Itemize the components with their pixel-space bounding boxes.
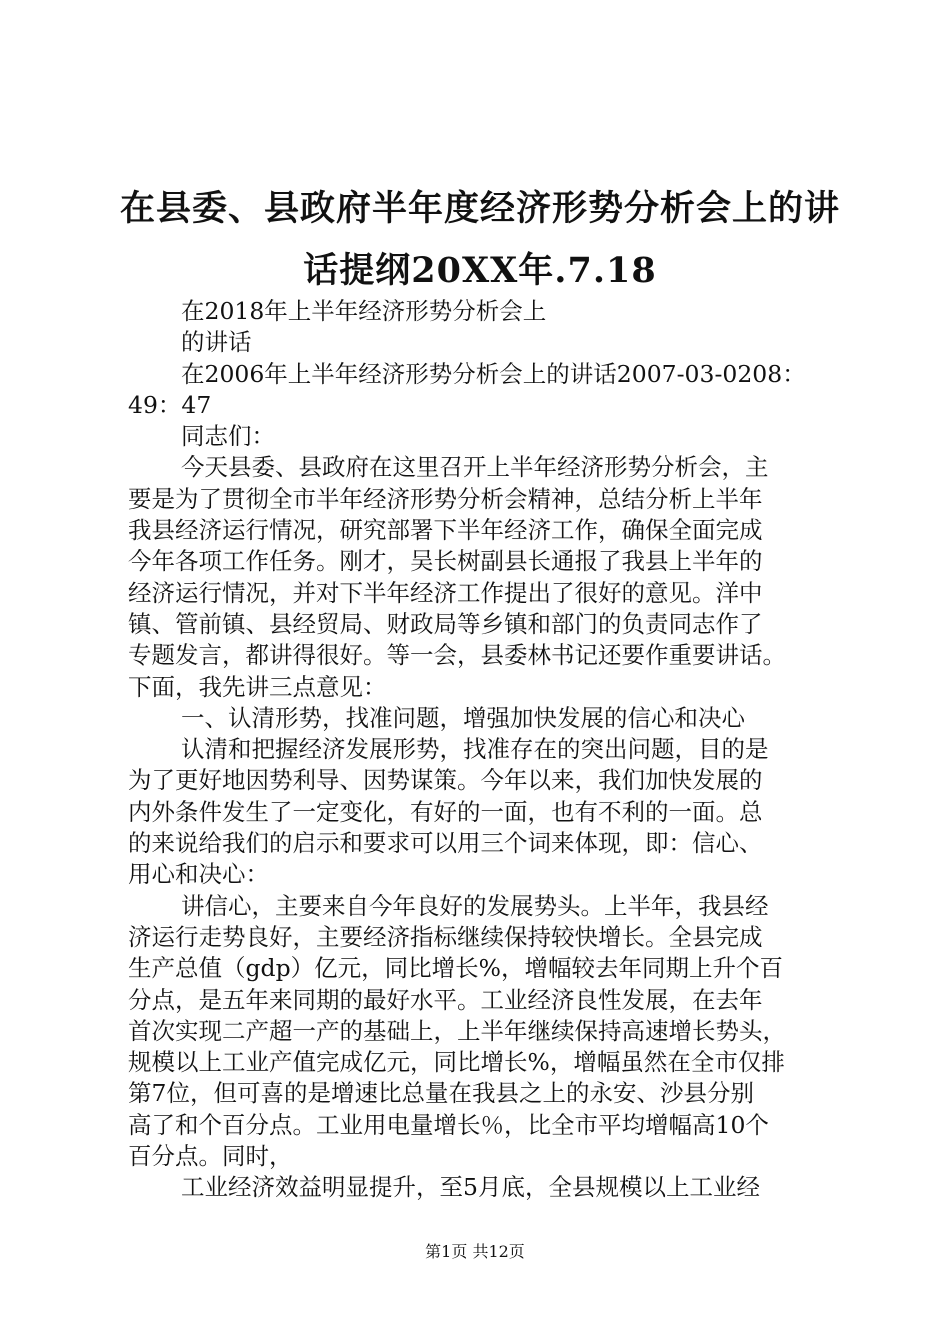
body-line: 我县经济运行情况，研究部署下半年经济工作，确保全面完成 bbox=[128, 516, 763, 545]
body-line: 高了和个百分点。工业用电量增长％，比全市平均增幅高10个 bbox=[128, 1110, 769, 1139]
title-line-2: 话提纲20XX年.7.18 bbox=[303, 250, 657, 291]
body-line: 专题发言，都讲得很好。等一会，县委林书记还要作重要讲话。 bbox=[128, 641, 786, 670]
body-line: 今年各项工作任务。刚才，吴长树副县长通报了我县上半年的 bbox=[128, 547, 763, 576]
document-body bbox=[128, 296, 840, 1204]
body-line: 的讲话 bbox=[181, 328, 252, 357]
body-line: 规模以上工业产值完成亿元，同比增长%，增幅虽然在全市仅排 bbox=[128, 1048, 785, 1077]
body-line: 下面，我先讲三点意见： bbox=[128, 672, 387, 701]
body-line: 第7位，但可喜的是增速比总量在我县之上的永安、沙县分别 bbox=[128, 1079, 754, 1108]
body-line: 49：47 bbox=[128, 390, 212, 419]
body-line: 为了更好地因势利导、因势谋策。今年以来，我们加快发展的 bbox=[128, 766, 763, 795]
body-line: 工业经济效益明显提升，至5月底，全县规模以上工业经 bbox=[181, 1173, 760, 1202]
body-line: 讲信心，主要来自今年良好的发展势头。上半年，我县经 bbox=[181, 891, 769, 920]
body-line: 今天县委、县政府在这里召开上半年经济形势分析会，主 bbox=[181, 453, 769, 482]
body-line: 用心和决心： bbox=[128, 860, 269, 889]
body-line: 认清和把握经济发展形势，找准存在的突出问题，目的是 bbox=[181, 735, 769, 764]
body-line: 镇、管前镇、县经贸局、财政局等乡镇和部门的负责同志作了 bbox=[128, 609, 763, 638]
body-line: 经济运行情况，并对下半年经济工作提出了很好的意见。洋中 bbox=[128, 578, 763, 607]
document-title bbox=[110, 178, 850, 302]
body-line: 生产总值（gdp）亿元，同比增长%，增幅较去年同期上升个百 bbox=[128, 954, 783, 983]
body-line: 百分点。同时， bbox=[128, 1142, 293, 1171]
body-line: 首次实现二产超一产的基础上，上半年继续保持高速增长势头， bbox=[128, 1016, 786, 1045]
body-line: 在2006年上半年经济形势分析会上的讲话2007-03-0208： bbox=[181, 359, 806, 388]
salutation: 同志们： bbox=[181, 422, 275, 451]
body-line: 济运行走势良好，主要经济指标继续保持较快增长。全县完成 bbox=[128, 922, 763, 951]
section-heading: 一、认清形势，找准问题，增强加快发展的信心和决心 bbox=[181, 703, 745, 732]
page-footer bbox=[0, 1242, 950, 1262]
body-line: 分点，是五年来同期的最好水平。工业经济良性发展，在去年 bbox=[128, 985, 763, 1014]
page-number: 第1页 共12页 bbox=[425, 1242, 525, 1261]
body-line: 在2018年上半年经济形势分析会上 bbox=[181, 297, 547, 325]
body-line: 的来说给我们的启示和要求可以用三个词来体现，即：信心、 bbox=[128, 829, 763, 858]
body-line: 内外条件发生了一定变化，有好的一面，也有不利的一面。总 bbox=[128, 797, 763, 826]
title-line-1: 在县委、县政府半年度经济形势分析会上的讲 bbox=[119, 188, 840, 229]
body-line: 要是为了贯彻全市半年经济形势分析会精神，总结分析上半年 bbox=[128, 484, 763, 513]
